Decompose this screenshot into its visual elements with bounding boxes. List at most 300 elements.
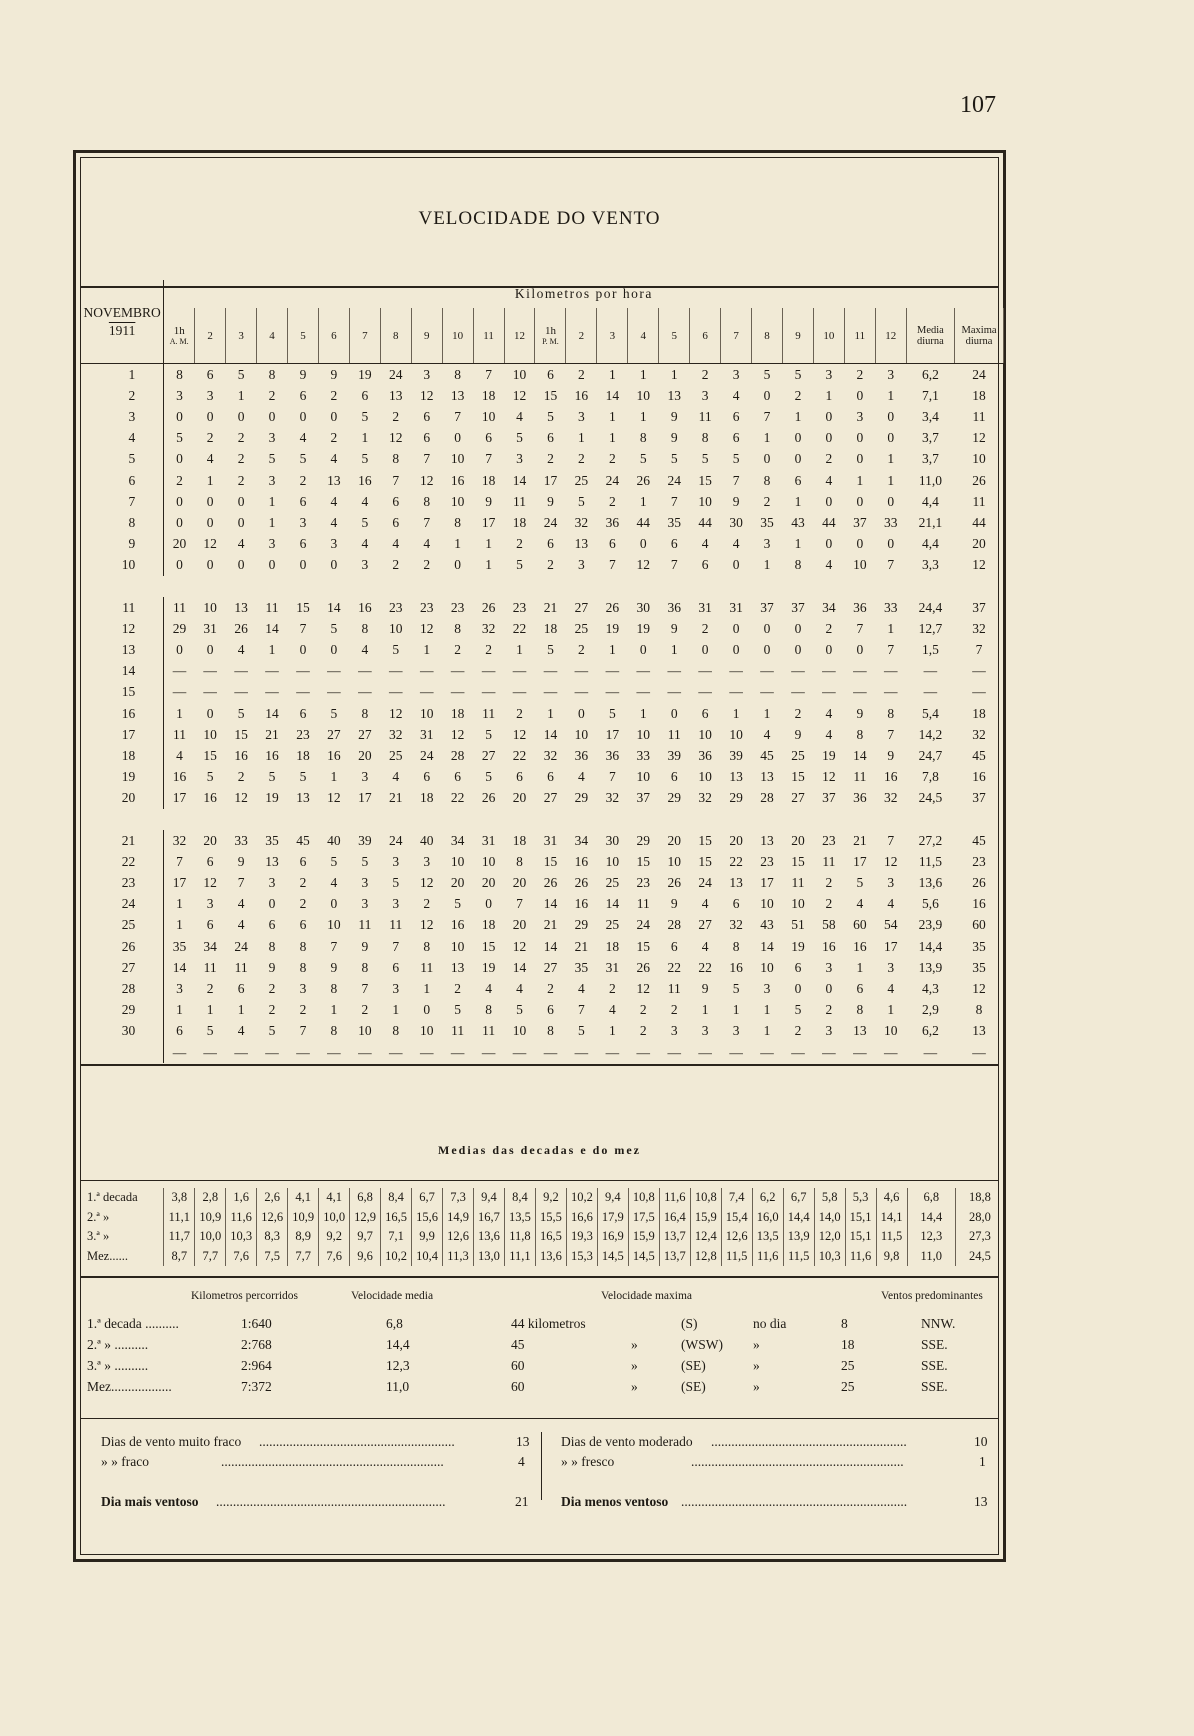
hour-value: 31 <box>605 959 620 975</box>
hour-value: 10 <box>419 1023 434 1039</box>
decade-hour-mean: 8,7 <box>164 1247 195 1267</box>
hour-value: — <box>481 684 496 700</box>
pm-label: P. M. <box>542 337 559 346</box>
decade-hour-mean: 15,1 <box>845 1227 876 1247</box>
max-direction: (SE) <box>681 1379 706 1394</box>
hour-value: 4 <box>237 642 245 658</box>
hour-value: — <box>419 684 434 700</box>
hour-value: 15 <box>791 853 805 869</box>
hour-value: 8 <box>423 938 431 954</box>
month-label: NOVEMBRO <box>83 304 161 320</box>
hour-value: 3 <box>206 896 214 912</box>
hour-value: 15 <box>543 387 558 403</box>
hour-value: 11 <box>513 493 527 509</box>
decade-hour-mean: 10,9 <box>288 1208 319 1228</box>
hour-value: 18 <box>481 387 496 403</box>
hour-value: 22 <box>729 853 743 869</box>
hour-value: 8 <box>268 938 276 954</box>
velocidade-media: 12,3 <box>386 1358 410 1373</box>
hour-value: 1 <box>206 472 214 488</box>
hour-value: 0 <box>454 557 462 573</box>
decade-hour-mean: 12,0 <box>814 1227 845 1247</box>
hour-value: 4 <box>237 896 245 912</box>
hour-value: 31 <box>698 599 712 615</box>
hour-value: 4 <box>206 451 214 467</box>
hour-value: 0 <box>206 408 214 424</box>
hour-value: 37 <box>636 790 651 806</box>
hour-value: 1 <box>608 366 616 382</box>
hour-value: 0 <box>299 642 307 658</box>
hour-header: 5 <box>659 308 690 364</box>
hour-value: 36 <box>698 747 712 763</box>
hour-value: 11 <box>636 896 650 912</box>
hour-value: 25 <box>605 917 620 933</box>
maxima-diurna: 12 <box>972 557 986 573</box>
hour-value: 3 <box>361 557 369 573</box>
hour-value: 3 <box>268 472 276 488</box>
hour-value: 3 <box>392 981 400 997</box>
hour-value: — <box>203 663 217 679</box>
hour-value: 2 <box>330 430 338 446</box>
table-row <box>81 978 1004 999</box>
hour-value: 0 <box>856 642 864 658</box>
table-row <box>81 894 1004 915</box>
hour-value: 4 <box>423 536 431 552</box>
decade-hour-mean: 7,4 <box>721 1188 752 1208</box>
decade-hour-mean: 15,6 <box>412 1208 443 1228</box>
day-number: 10 <box>81 555 164 576</box>
table-row <box>81 364 1004 386</box>
table-row <box>81 915 1004 936</box>
hour-value: 11 <box>853 769 867 785</box>
hour-value: 18 <box>512 514 527 530</box>
hour-value: 9 <box>670 430 678 446</box>
hour-value: 0 <box>268 557 276 573</box>
hour-value: 4 <box>763 726 771 742</box>
hour-value: 9 <box>670 896 678 912</box>
hour-value: 27 <box>543 790 558 806</box>
leader-dots: .......................................................... <box>711 1434 907 1449</box>
hour-value: 14 <box>265 705 279 721</box>
hour-value: 35 <box>667 514 681 530</box>
media-diurna: 24,4 <box>918 599 943 615</box>
hour-value: 5 <box>639 451 647 467</box>
media-diurna: 3,3 <box>921 557 939 573</box>
hour-value: 15 <box>698 853 712 869</box>
decade-hour-mean: 14,0 <box>814 1208 845 1228</box>
hour-value: 8 <box>361 620 369 636</box>
day-number: 28 <box>81 978 164 999</box>
decade-label: 1.ª decada <box>87 1190 138 1205</box>
hour-value: 16 <box>822 938 836 954</box>
hour-value: 16 <box>574 387 589 403</box>
hour-value: 6 <box>732 408 740 424</box>
hour-value: 12 <box>636 981 651 997</box>
day-number: 11 <box>81 597 164 618</box>
media-diurna: 3,4 <box>921 408 939 424</box>
maxima-diurna: 12 <box>972 981 986 997</box>
hour-header: 6 <box>690 308 721 364</box>
hour-value: 8 <box>299 938 307 954</box>
hour-value: 32 <box>543 747 558 763</box>
hour-value: 1 <box>639 705 647 721</box>
hour-value: 11 <box>698 408 712 424</box>
decade-hour-mean: 11,3 <box>443 1247 474 1267</box>
hour-value: — <box>512 663 527 679</box>
hour-value: 25 <box>574 620 589 636</box>
media-diurna: 7,8 <box>921 769 939 785</box>
day-number: 2 <box>81 385 164 406</box>
hour-value: 0 <box>330 408 338 424</box>
hour-value: 15 <box>636 853 651 869</box>
maxima-diurna: — <box>972 1044 986 1060</box>
hour-value: — <box>760 663 774 679</box>
hour-value: 2 <box>794 1023 802 1039</box>
hour-value: 1 <box>608 430 616 446</box>
hour-value: 1 <box>423 981 431 997</box>
hour-value: 2 <box>485 642 492 658</box>
hour-value: 1 <box>856 959 864 975</box>
hour-value: 7 <box>392 472 400 488</box>
max-unit: » <box>631 1337 638 1352</box>
table-row <box>81 385 1004 406</box>
hour-value: 12 <box>389 705 403 721</box>
hour-value: 3 <box>299 514 307 530</box>
hour-value: 12 <box>203 536 217 552</box>
hour-value: 10 <box>636 769 651 785</box>
decade-maxima: 24,5 <box>955 1247 1004 1267</box>
hour-value: 14 <box>853 747 867 763</box>
hour-header: 7 <box>349 308 380 364</box>
hour-value: 6 <box>299 917 307 933</box>
hour-value: 60 <box>853 917 867 933</box>
hour-value: 20 <box>512 790 527 806</box>
day-number: 30 <box>81 1021 164 1042</box>
table-row <box>81 512 1004 533</box>
hour-value: — <box>389 1044 403 1060</box>
hour-value: 6 <box>856 981 864 997</box>
hour-value: 1 <box>887 620 895 636</box>
hour-value: 29 <box>574 917 589 933</box>
maxima-diurna: — <box>972 684 986 700</box>
hour-value: 2 <box>547 981 554 997</box>
hour-value: 1 <box>732 705 740 721</box>
hour-value: 7 <box>670 493 678 509</box>
hour-value: — <box>419 663 434 679</box>
hour-value: 12 <box>419 917 434 933</box>
hour-value: 6 <box>732 430 740 446</box>
hour-value: 44 <box>698 514 712 530</box>
hour-value: 30 <box>636 599 651 615</box>
hour-value: 3 <box>578 557 585 573</box>
hour-value: 6 <box>392 514 400 530</box>
media-diurna-header: Media diurna <box>906 308 954 364</box>
hour-value: 7 <box>485 366 492 382</box>
day-number: 6 <box>81 470 164 491</box>
hour-value: 20 <box>729 832 743 848</box>
decade-hour-mean: 2,6 <box>257 1188 288 1208</box>
hour-value: 8 <box>330 1023 338 1039</box>
decade-hour-mean: 12,8 <box>690 1247 721 1267</box>
hour-value: 14 <box>172 959 187 975</box>
hour-value: 8 <box>732 938 740 954</box>
maxima-diurna: 13 <box>972 1023 986 1039</box>
hour-value: 2 <box>454 642 462 658</box>
decade-media: 6,8 <box>907 1188 955 1208</box>
decade-body <box>81 1188 1004 1266</box>
hour-value: 14 <box>760 938 774 954</box>
decade-hour-mean: 6,2 <box>752 1188 783 1208</box>
media-diurna: 24,5 <box>918 790 943 806</box>
hour-value: 11 <box>667 726 681 742</box>
hour-value: 16 <box>574 896 589 912</box>
decade-hour-mean: 16,6 <box>566 1208 597 1228</box>
decade-hour-mean: 16,9 <box>597 1227 628 1247</box>
max-direction: (WSW) <box>681 1337 723 1352</box>
media-diurna: 4,4 <box>921 493 939 509</box>
hour-value: 24 <box>605 472 620 488</box>
table-row <box>81 428 1004 449</box>
hour-value: 24 <box>389 366 403 382</box>
hour-value: 0 <box>763 451 771 467</box>
hour-value: — <box>636 1044 651 1060</box>
decade-hour-mean: 7,3 <box>443 1188 474 1208</box>
decade-hour-mean: 9,6 <box>350 1247 381 1267</box>
hour-value: 0 <box>237 408 245 424</box>
hour-value: 12 <box>512 387 527 403</box>
table-row <box>81 788 1004 809</box>
predominant-wind: NNW. <box>921 1316 956 1331</box>
media-diurna: — <box>923 1044 938 1060</box>
km-percorridos: 7:372 <box>241 1379 272 1394</box>
hour-value: 15 <box>234 726 248 742</box>
hour-value: 2 <box>825 451 833 467</box>
hour-value: 13 <box>296 790 310 806</box>
hour-value: 26 <box>481 599 496 615</box>
hour-value: 13 <box>729 769 743 785</box>
hour-value: 1 <box>763 430 771 446</box>
media-diurna: 3,7 <box>921 451 939 467</box>
hour-value: 11 <box>482 705 496 721</box>
table-row <box>81 851 1004 872</box>
hour-value: — <box>203 1044 217 1060</box>
page-number: 107 <box>960 92 996 118</box>
hour-value: 5 <box>454 896 462 912</box>
hour-value: — <box>729 663 743 679</box>
hour-value: 0 <box>330 642 338 658</box>
hour-value: 19 <box>358 366 372 382</box>
hour-value: 25 <box>389 747 403 763</box>
fraco-value: 4 <box>518 1454 525 1469</box>
hour-value: 28 <box>450 747 465 763</box>
hour-value: 8 <box>887 705 895 721</box>
hour-value: 8 <box>330 981 338 997</box>
hour-value: — <box>884 663 898 679</box>
max-day: 18 <box>841 1337 855 1352</box>
hour-value: 9 <box>732 493 740 509</box>
hour-value: 7 <box>299 620 307 636</box>
hour-value: 18 <box>481 472 496 488</box>
hour-value: — <box>853 1044 867 1060</box>
hour-value: 8 <box>856 1002 864 1018</box>
hour-value: 4 <box>299 430 307 446</box>
hour-value: 13 <box>389 387 403 403</box>
max-unit: » <box>631 1358 638 1373</box>
hour-header: 5 <box>287 308 318 364</box>
hour-value: 17 <box>853 853 867 869</box>
hour-value: 0 <box>237 514 245 530</box>
hour-value: 23 <box>760 853 774 869</box>
hour-value: 9 <box>701 981 709 997</box>
maxima-diurna: 32 <box>972 620 986 636</box>
hour-value: 14 <box>512 472 527 488</box>
maxima-diurna: 26 <box>972 472 986 488</box>
hour-value: 7 <box>330 938 338 954</box>
hour-value: 6 <box>423 408 431 424</box>
hour-value: 0 <box>237 557 245 573</box>
hour-value: 10 <box>729 726 743 742</box>
media-diurna: 21,1 <box>918 514 943 530</box>
hour-value: 8 <box>268 366 276 382</box>
hour-value: 8 <box>794 557 802 573</box>
hour-value: 8 <box>485 1002 492 1018</box>
hour-value: 7 <box>516 896 523 912</box>
decade-means-table <box>81 1188 1004 1266</box>
hour-value: 1 <box>794 536 802 552</box>
hour-value: 15 <box>698 832 712 848</box>
hour-value: 2 <box>330 387 338 403</box>
hour-value: 9 <box>547 493 554 509</box>
hour-value: — <box>729 1044 743 1060</box>
hour-value: 1 <box>763 1002 771 1018</box>
hour-value: 26 <box>636 472 651 488</box>
decade-hour-mean: 14,1 <box>876 1208 907 1228</box>
hour-value: 1 <box>856 472 864 488</box>
page-title: VELOCIDADE DO VENTO <box>418 208 661 229</box>
hour-value: 34 <box>203 938 217 954</box>
hour-value: 17 <box>605 726 620 742</box>
hour-value: 2 <box>299 472 307 488</box>
hour-value: 0 <box>763 642 771 658</box>
decade-hour-mean: 9,2 <box>319 1227 350 1247</box>
hour-value: 20 <box>667 832 681 848</box>
hour-value: 0 <box>639 642 647 658</box>
decade-hour-mean: 4,1 <box>288 1188 319 1208</box>
hour-value: 3 <box>825 366 833 382</box>
hour-value: 7 <box>578 1002 585 1018</box>
maxima-diurna: 44 <box>972 514 986 530</box>
decade-hour-mean: 16,0 <box>752 1208 783 1228</box>
media-diurna: 14,2 <box>918 726 943 742</box>
moderado-label: Dias de vento moderado <box>561 1434 693 1449</box>
decade-row <box>81 1208 1004 1228</box>
hour-value: 10 <box>760 959 774 975</box>
hour-value: 5 <box>361 853 369 869</box>
hour-value: 9 <box>330 959 338 975</box>
group-header: Kilometros por hora <box>514 286 653 301</box>
decade-hour-mean: 13,7 <box>659 1247 690 1267</box>
day-number: 26 <box>81 936 164 957</box>
hour-value: 1 <box>330 769 338 785</box>
hour-value: 2 <box>825 620 833 636</box>
hour-value: 9 <box>856 705 864 721</box>
hour-value: 1 <box>763 705 771 721</box>
hour-value: 2 <box>578 451 585 467</box>
decade-maxima: 28,0 <box>955 1208 1004 1228</box>
media-diurna: — <box>923 684 938 700</box>
hour-value: 25 <box>791 747 805 763</box>
hour-value: 17 <box>481 514 496 530</box>
hour-value: 36 <box>605 747 620 763</box>
hour-value: 26 <box>605 599 620 615</box>
media-diurna: 24,7 <box>918 747 943 763</box>
hour-value: 6 <box>670 938 678 954</box>
hour-value: 3 <box>825 1023 833 1039</box>
hour-value: 0 <box>176 642 183 658</box>
decade-hour-mean: 5,8 <box>814 1188 845 1208</box>
hour-value: 5 <box>670 451 678 467</box>
maxima-diurna: 24 <box>972 366 986 382</box>
hour-value: — <box>574 684 589 700</box>
decade-hour-mean: 9,4 <box>597 1188 628 1208</box>
hour-value: — <box>358 663 372 679</box>
hour-value: 39 <box>667 747 681 763</box>
hour-value: 26 <box>574 875 589 891</box>
hour-value: 12 <box>450 726 465 742</box>
hour-value: 40 <box>419 832 434 848</box>
hour-value: 4 <box>701 938 709 954</box>
hour-value: 4 <box>485 981 492 997</box>
decade-label: Mez...... <box>87 1248 128 1263</box>
hour-value: 1 <box>794 408 802 424</box>
hour-value: 26 <box>636 959 651 975</box>
hour-value: 14 <box>543 726 558 742</box>
media-diurna: 13,6 <box>918 875 943 891</box>
hour-value: 2 <box>794 387 802 403</box>
hour-value: 36 <box>605 514 620 530</box>
hour-value: 0 <box>176 514 183 530</box>
hour-value: — <box>172 663 187 679</box>
hour-value: 1 <box>423 642 431 658</box>
maxima-diurna-header: Maxima diurna <box>955 308 1004 364</box>
decade-hour-mean: 11,8 <box>504 1227 535 1247</box>
hour-value: 19 <box>636 620 651 636</box>
maxima-diurna: 20 <box>972 536 986 552</box>
decade-hour-mean: 11,5 <box>721 1247 752 1267</box>
hour-value: 22 <box>667 959 681 975</box>
hour-value: 4 <box>361 536 369 552</box>
hour-value: 0 <box>794 620 802 636</box>
hour-value: 24 <box>389 832 403 848</box>
decade-gap <box>81 576 1004 597</box>
hour-value: 1 <box>237 387 245 403</box>
media-diurna: — <box>923 663 938 679</box>
maxima-diurna: 10 <box>972 451 986 467</box>
hour-value: 1 <box>639 366 647 382</box>
day-number: 14 <box>81 661 164 682</box>
velocidade-media: 11,0 <box>386 1379 410 1394</box>
hour-value: — <box>172 1044 187 1060</box>
hour-value: 12 <box>203 875 217 891</box>
hour-value: 12 <box>419 620 434 636</box>
hour-value: 8 <box>547 1023 554 1039</box>
hour-value: 11 <box>358 917 372 933</box>
hour-value: 22 <box>512 620 527 636</box>
hour-value: 14 <box>327 599 341 615</box>
day-number: 25 <box>81 915 164 936</box>
table-row <box>81 682 1004 703</box>
hour-value: 11 <box>172 599 186 615</box>
